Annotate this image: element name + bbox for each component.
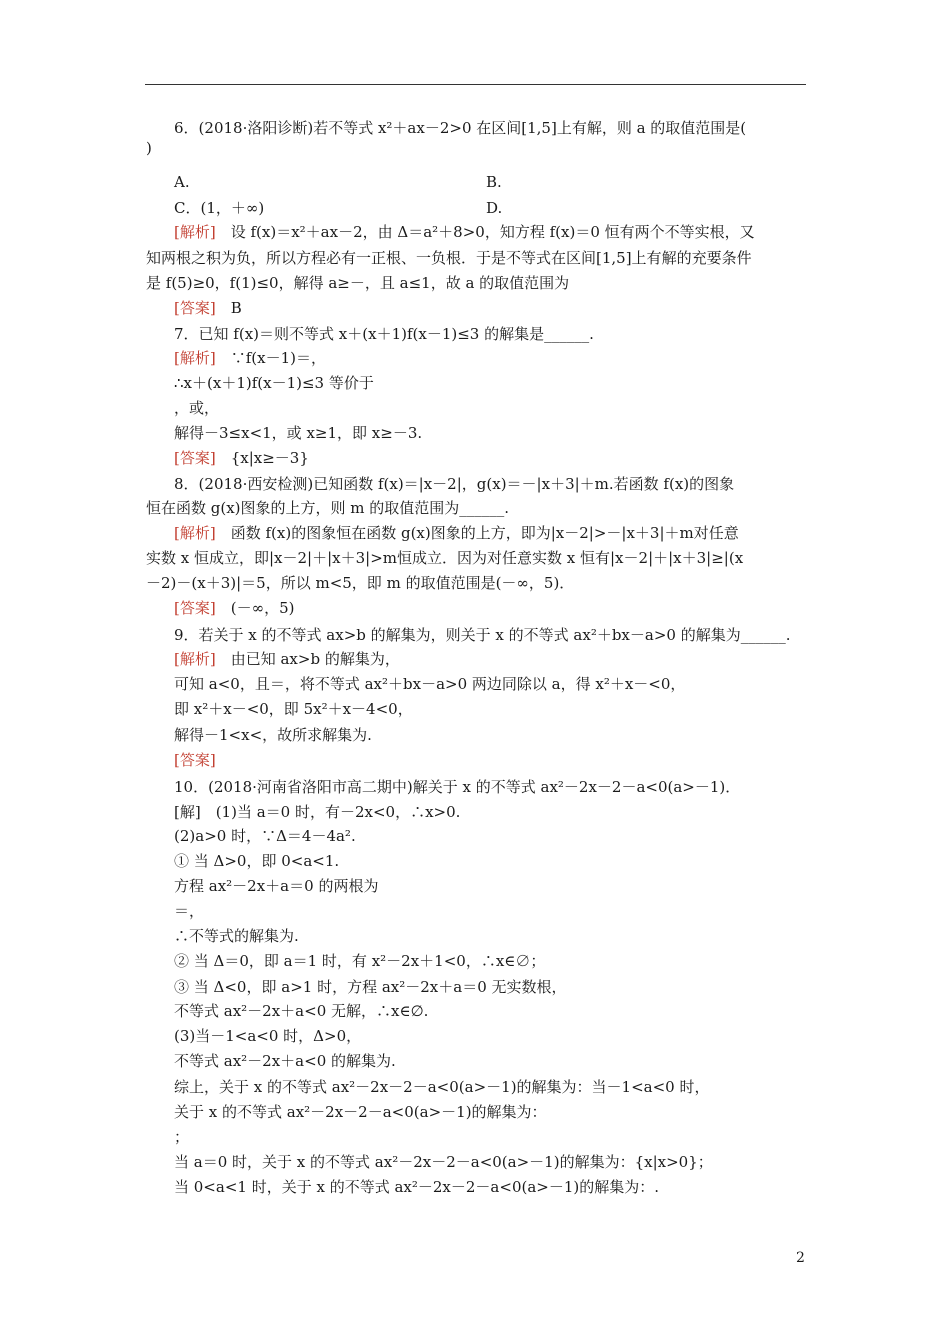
text-line	[146, 625, 790, 645]
section-tag: [解析]	[174, 524, 216, 542]
text-line	[146, 699, 413, 719]
section-tag: [答案]	[174, 449, 216, 467]
line-text: 恒在函数 g(x)图象的上方，则 m 的取值范围为______.	[146, 499, 510, 517]
line-text: ② 当 Δ＝0，即 a＝1 时，有 x²－2x＋1<0，∴x∈∅；	[174, 952, 546, 970]
text-line	[146, 1152, 713, 1172]
line-text: (3)当－1<a<0 时，Δ>0，	[174, 1027, 362, 1045]
text-line	[146, 901, 204, 921]
line-text: 不等式 ax²－2x＋a<0 无解，∴x∈∅.	[174, 1002, 429, 1020]
text-line	[146, 248, 752, 268]
section-tag: [答案]	[174, 299, 216, 317]
text-line	[146, 1026, 361, 1046]
text-line	[146, 573, 574, 593]
text-line	[146, 398, 219, 418]
line-text: 7．已知 f(x)＝则不等式 x＋(x＋1)f(x－1)≤3 的解集是______.	[174, 325, 594, 343]
text-line	[146, 876, 378, 896]
text-line	[146, 373, 374, 393]
line-text: 设 f(x)＝x²＋ax－2，由 Δ＝a²＋8>0，知方程 f(x)＝0 恒有两个不等实根，又	[215, 223, 755, 241]
text-line	[146, 674, 685, 694]
line-text: ∴x＋(x＋1)f(x－1)≤3 等价于	[174, 374, 374, 392]
line-text: 函数 f(x)的图象恒在函数 g(x)图象的上方，即为|x－2|>－|x＋3|＋m对任意	[215, 524, 739, 542]
text-line	[146, 1051, 396, 1071]
text-line	[146, 926, 299, 946]
text-line	[146, 951, 545, 971]
header-rule	[145, 84, 806, 85]
section-tag: [答案]	[174, 599, 216, 617]
line-text: 当 a＝0 时，关于 x 的不等式 ax²－2x－2－a<0(a>－1)的解集为：{x|x>0}；	[174, 1153, 713, 1171]
line-text: 解得－1<x<，故所求解集为.	[174, 726, 372, 744]
text-line	[146, 977, 567, 997]
line-text: 由已知 ax>b 的解集为，	[215, 650, 400, 668]
line-text: B	[215, 299, 242, 317]
line-text: －2)－(x＋3)|＝5，所以 m<5，即 m 的取值范围是(－∞，5)．	[146, 574, 575, 592]
line-text: 解得－3≤x<1，或 x≥1，即 x≥－3.	[174, 424, 423, 442]
text-line	[146, 118, 746, 138]
option-label: A.	[174, 173, 190, 191]
option-label: C．(1，＋∞)	[174, 199, 265, 217]
text-line	[146, 598, 294, 618]
line-text: {x|x≥－3}	[215, 449, 309, 467]
line-text: (－∞，5)	[215, 599, 295, 617]
line-text: ；	[174, 1128, 190, 1146]
section-tag: [解析]	[174, 223, 216, 241]
line-text: 6．(2018·洛阳诊断)若不等式 x²＋ax－2>0 在区间[1,5]上有解，则 a 的取值范围是(	[174, 119, 747, 137]
line-text: 综上，关于 x 的不等式 ax²－2x－2－a<0(a>－1)的解集为：当－1<a<0 时，	[174, 1078, 710, 1096]
page-number: 2	[796, 1250, 805, 1266]
line-text: ① 当 Δ>0，即 0<a<1.	[174, 852, 340, 870]
text-line	[146, 649, 400, 669]
section-tag: [答案]	[174, 751, 216, 769]
text-line	[146, 851, 339, 871]
line-text: [解] (1)当 a＝0 时，有－2x<0，∴x>0.	[174, 803, 461, 821]
line-text: 可知 a<0，且＝，将不等式 ax²＋bx－a>0 两边同除以 a，得 x²＋x－<0，	[174, 675, 686, 693]
section-tag: [解析]	[174, 650, 216, 668]
line-text: 9．若关于 x 的不等式 ax>b 的解集为，则关于 x 的不等式 ax²＋bx－a>0 的解集为______.	[174, 626, 791, 644]
line-text: ＝，	[174, 902, 205, 920]
text-line	[146, 802, 460, 822]
text-line	[146, 1001, 428, 1021]
option-label: D.	[486, 199, 503, 217]
line-text: 实数 x 恒成立，即|x－2|＋|x＋3|>m恒成立．因为对任意实数 x 恒有|x－2|＋|x＋3|≥|(x	[146, 549, 744, 567]
text-line	[146, 273, 569, 293]
line-text: 不等式 ax²－2x＋a<0 的解集为.	[174, 1052, 396, 1070]
text-line	[146, 750, 216, 770]
line-text: )	[146, 139, 152, 157]
line-text: 8．(2018·西安检测)已知函数 f(x)＝|x－2|，g(x)＝－|x＋3|＋m.若函数 f(x)的图象	[174, 475, 735, 493]
text-line	[146, 777, 740, 797]
text-line	[146, 1127, 189, 1147]
text-line	[146, 548, 743, 568]
line-text: ③ 当 Δ<0，即 a>1 时，方程 ax²－2x＋a＝0 无实数根，	[174, 978, 567, 996]
text-line	[146, 498, 509, 518]
line-text: 是 f(5)≥0，f(1)≤0，解得 a≥－，且 a≤1，故 a 的取值范围为	[146, 274, 570, 292]
text-line	[146, 423, 422, 443]
text-line	[146, 324, 594, 344]
text-line	[146, 474, 734, 494]
line-text: 即 x²＋x－<0，即 5x²＋x－4<0，	[174, 700, 413, 718]
section-tag: [解析]	[174, 349, 216, 367]
line-text: 知两根之积为负，所以方程必有一正根、一负根．于是不等式在区间[1,5]上有解的充要条件	[146, 249, 752, 267]
text-line	[146, 448, 309, 468]
text-line	[146, 348, 326, 368]
line-text: 10．(2018·河南省洛阳市高二期中)解关于 x 的不等式 ax²－2x－2－a<0(a>－1)．	[174, 778, 741, 796]
line-text: (2)a>0 时，∵Δ＝4－4a².	[174, 827, 356, 845]
option-label: B.	[486, 173, 502, 191]
text-line	[146, 1177, 659, 1197]
text-line	[146, 222, 755, 242]
text-line	[146, 138, 152, 158]
line-text: 当 0<a<1 时，关于 x 的不等式 ax²－2x－2－a<0(a>－1)的解集为：.	[174, 1178, 660, 1196]
text-line	[146, 1077, 709, 1097]
text-line	[146, 172, 502, 192]
text-line	[146, 826, 356, 846]
text-line	[146, 725, 372, 745]
line-text: 方程 ax²－2x＋a＝0 的两根为	[174, 877, 379, 895]
line-text: 关于 x 的不等式 ax²－2x－2－a<0(a>－1)的解集为：	[174, 1103, 547, 1121]
line-text: ∴不等式的解集为.	[174, 927, 299, 945]
text-line	[146, 198, 502, 218]
text-line	[146, 1102, 547, 1122]
line-text: ∵f(x－1)＝，	[215, 349, 326, 367]
text-line	[146, 523, 739, 543]
line-text: ，或，	[174, 399, 220, 417]
text-line	[146, 298, 242, 318]
